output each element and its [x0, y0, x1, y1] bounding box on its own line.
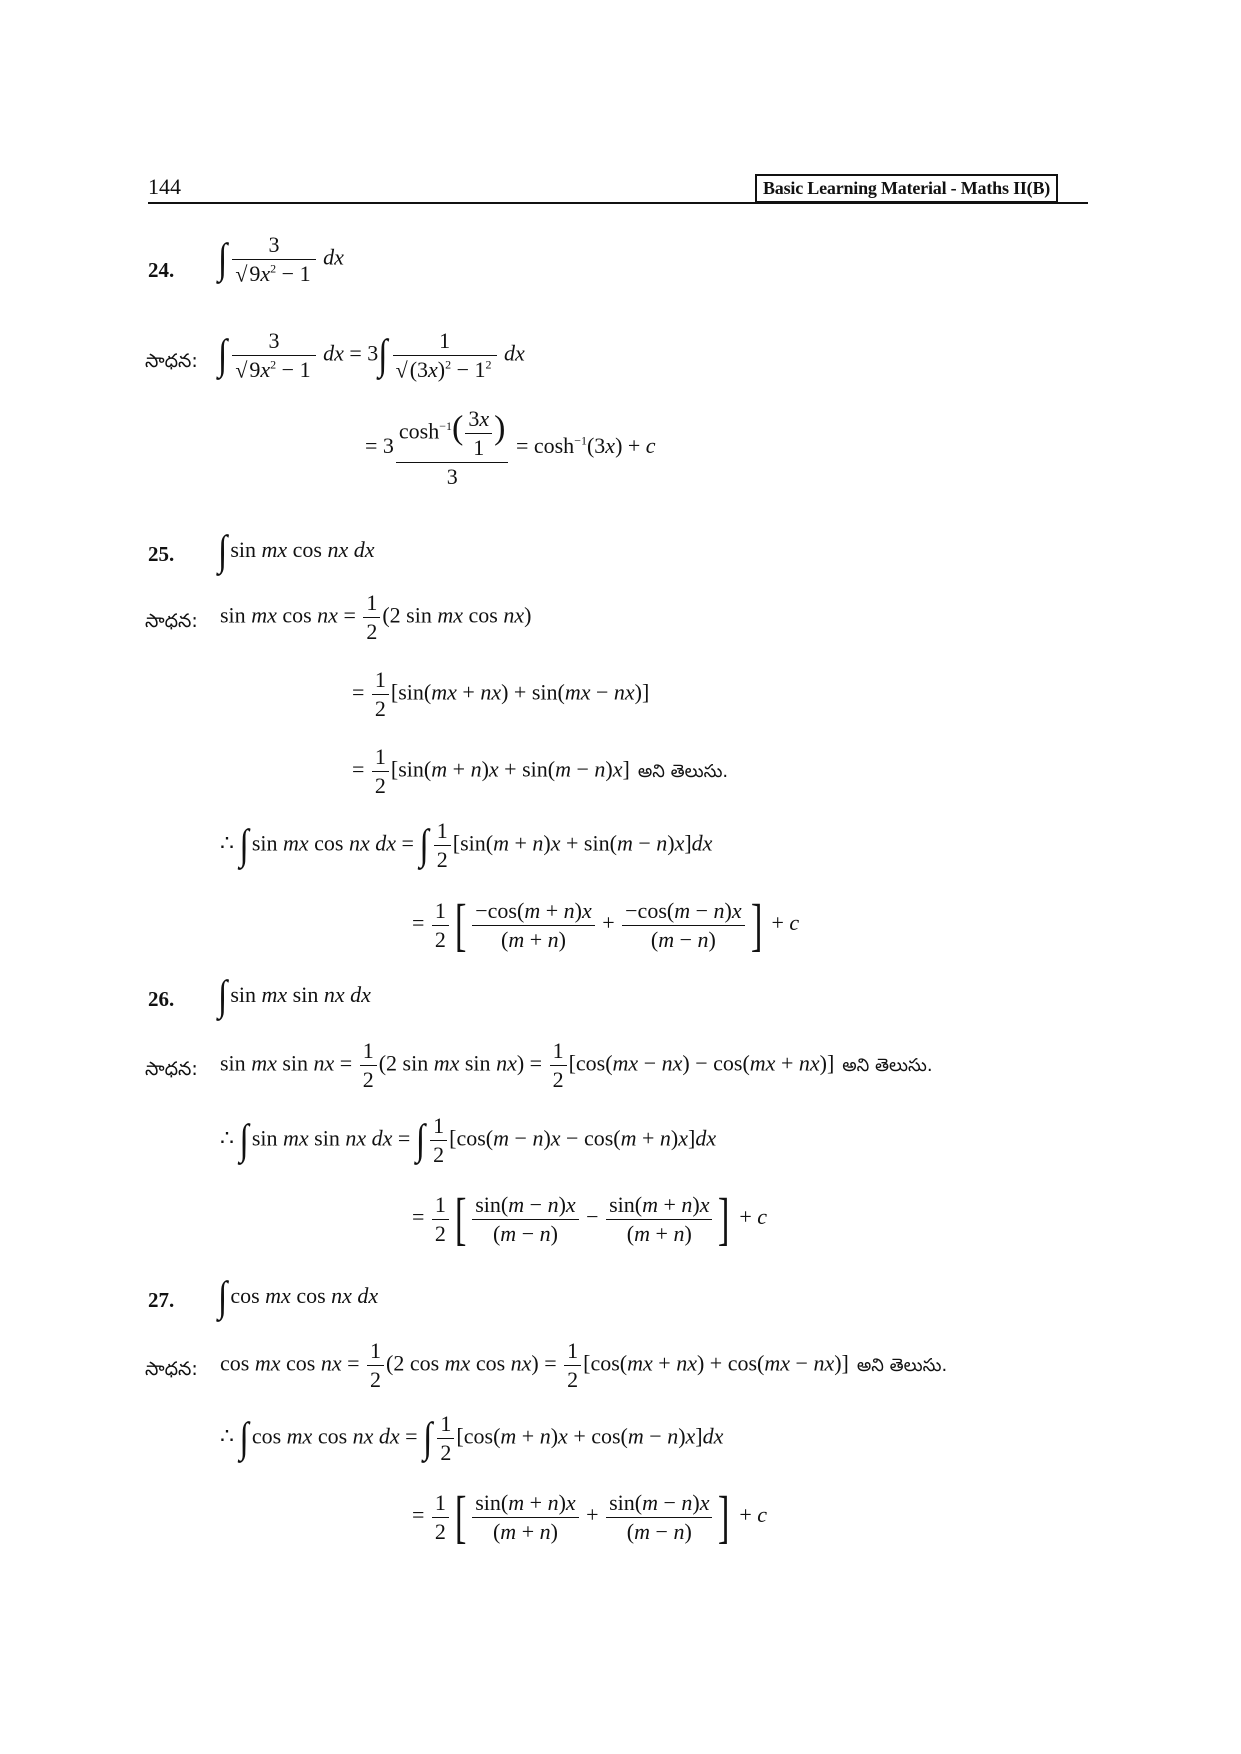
solution-label-25: సాధన:: [145, 610, 198, 632]
solution-25-line-3: = $\frac{1}{2}$ [sin(m + n)x + sin(m − n)x] అని తెలుసు.: [352, 744, 729, 798]
problem-26-statement: ∫ sin mx sin nx dx: [218, 973, 371, 1020]
solution-26-line-2: ∴ ∫ sin mx sin nx dx = ∫ $\frac{1}{2}$ [cos(m − n)x − cos(m + n)x]dx: [220, 1113, 717, 1167]
solution-24-line-1: ∫ $\frac{3}{√9x^2 - 1}$ dx = 3∫ $\frac{1}{√(3x)^2 - 1^2}$ dx: [218, 328, 525, 383]
book-title: Basic Learning Material - Maths II(B): [755, 174, 1058, 203]
problem-number-26: 26.: [148, 987, 175, 1011]
solution-24-line-2: = 3 $\cosh^{-1}$( $\frac{3x}{1}$ ) 3 = $\cosh^{-1}(3x) + c$: [365, 406, 656, 489]
solution-label-24: సాధన:: [145, 350, 198, 372]
solution-label-26: సాధన:: [145, 1058, 198, 1080]
problem-24-statement: ∫ $\frac{3}{√9x^2 - 1}$ dx: [218, 232, 344, 287]
header-divider: [148, 202, 1088, 204]
solution-26-line-1: sin mx sin nx = $\frac{1}{2}$ (2 sin mx sin nx) = $\frac{1}{2}$ [cos(mx − nx) − cos(mx + nx)] అని తెలుసు.: [220, 1038, 933, 1092]
known-text-27: అని తెలుసు.: [856, 1354, 948, 1376]
solution-27-line-1: cos mx cos nx = $\frac{1}{2}$ (2 cos mx cos nx) = $\frac{1}{2}$ [cos(mx + nx) + cos(mx − nx)] అని తెలుసు.: [220, 1338, 948, 1392]
known-text-26: అని తెలుసు.: [842, 1054, 933, 1076]
solution-27-line-2: ∴ ∫ cos mx cos nx dx = ∫ $\frac{1}{2}$ [cos(m + n)x + cos(m − n)x]dx: [220, 1411, 724, 1465]
page-number: 144: [148, 174, 181, 199]
solution-label-27: సాధన:: [145, 1358, 198, 1380]
problem-27-statement: ∫ cos mx cos nx dx: [218, 1274, 379, 1321]
problem-25-statement: ∫ sin mx cos nx dx: [218, 528, 375, 575]
solution-25-line-4: ∴ ∫ sin mx cos nx dx = ∫ $\frac{1}{2}$ [sin(m + n)x + sin(m − n)x]dx: [220, 818, 713, 872]
problem-number-25: 25.: [148, 542, 175, 566]
solution-26-line-3: = $\frac{1}{2}$ [ $\frac{\sin(m - n)x}{(m - n)}$ − $\frac{\sin(m + n)x}{(m + n)}$ ] + c: [412, 1186, 767, 1251]
problem-number-24: 24.: [148, 258, 175, 282]
solution-27-line-3: = $\frac{1}{2}$ [ $\frac{\sin(m + n)x}{(m + n)}$ + $\frac{\sin(m - n)x}{(m - n)}$ ] + c: [412, 1484, 767, 1549]
solution-25-line-1: sin mx cos nx = $\frac{1}{2}$ (2 sin mx cos nx): [220, 590, 532, 644]
solution-25-line-2: = $\frac{1}{2}$ [sin(mx + nx) + sin(mx − nx)]: [352, 667, 650, 721]
problem-number-27: 27.: [148, 1288, 175, 1312]
solution-25-line-5: = $\frac{1}{2}$ [ $\frac{-\cos(m + n)x}{(m + n)}$ + $\frac{-\cos(m - n)x}{(m - n)}$ ] + c: [412, 892, 800, 957]
known-text-25: అని తెలుసు.: [637, 760, 729, 782]
